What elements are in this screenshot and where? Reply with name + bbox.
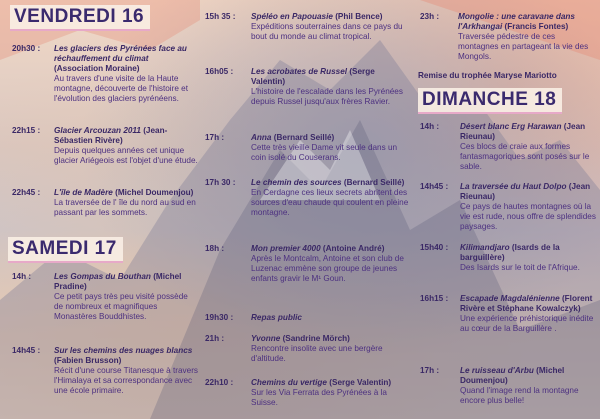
- event-author: (Michel Doumenjou): [460, 366, 565, 385]
- event-author: (Antoine André): [322, 244, 385, 253]
- event-time: 17h :: [205, 133, 225, 142]
- event-time: 16h15 :: [420, 294, 449, 303]
- event-title: Le ruisseau d'Arbu: [460, 366, 534, 375]
- event-time: 14h45 :: [420, 182, 449, 191]
- event-time: 14h45 :: [12, 346, 41, 355]
- event-description: L'histoire de l'escalade dans les Pyrénées depuis Russel jusqu'aux frères Ravier.: [251, 87, 403, 106]
- event-description: Récit d'une course Titanesque à travers l'Himalaya et sa correspondance avec une école primaire.: [54, 366, 199, 395]
- event-author: (Florent Rivère et Stéphane Kowalczyk): [460, 294, 593, 313]
- event-description: Cette très vieille Dame vit seule dans un coin isolé du Couserans.: [251, 143, 398, 162]
- event-time: 23h :: [420, 12, 440, 21]
- trophy-ceremony: Remise du trophée Maryse Mariotto: [418, 71, 557, 80]
- event-author: (Jean Rieunau): [460, 182, 591, 201]
- event-description: En Cerdagne ces lieux secrets abritent des sources d'eau chaude qui coulent en pleine montagne.: [251, 188, 409, 217]
- event-title: Les acrobates de Russel: [251, 67, 348, 76]
- event-author: (Bernard Seillé): [343, 178, 405, 187]
- event-description: Des Isards sur le toit de l'Afrique.: [460, 263, 580, 272]
- event-description: Ces blocs de craie aux formes fantasmagoriques sont posés sur le sable.: [460, 142, 590, 171]
- event-time: 15h40 :: [420, 243, 449, 252]
- event-title: Les glaciers des Pyrénées face au réchauffement du climat: [54, 44, 187, 63]
- event-title: Sur les chemins des nuages blancs: [54, 346, 193, 355]
- event-time: 19h30 :: [205, 313, 234, 322]
- event-author: (Jean Rieunau): [460, 122, 586, 141]
- event-time: 14h :: [420, 122, 440, 131]
- event-title: Escapade Magdalénienne: [460, 294, 560, 303]
- event-time: 17h 30 :: [205, 178, 236, 187]
- event-title: Anna: [251, 133, 272, 142]
- event-title: Kilimandjaro: [460, 243, 510, 252]
- event-author: (Sandrine Mörch): [282, 334, 350, 343]
- event-title: Spéléo en Papouasie: [251, 12, 333, 21]
- event-author: (Bernard Seillé): [273, 133, 335, 142]
- event-author: (Association Moraine): [54, 64, 140, 73]
- event-description: Ce pays de hautes montagnes où la vie est rude, nous offre de splendides paysages.: [460, 202, 596, 231]
- event-title: Mon premier 4000: [251, 244, 321, 253]
- event-author: (Serge Valentin): [329, 378, 392, 387]
- event-description: La traversée de l' île du nord au sud en passant par les sommets.: [54, 198, 196, 217]
- event-title: Repas public: [251, 313, 302, 322]
- event-title: Les Gompas du Bouthan: [54, 272, 151, 281]
- event-time: 14h :: [12, 272, 32, 281]
- event-description: Au travers d'une visite de la Haute montagne, découverte de l'histoire et l'évolution des glaciers pyrénéens.: [54, 74, 189, 103]
- event-description: Rencontre insolite avec une bergère d'altitude.: [251, 344, 383, 363]
- event-description: Ce petit pays très peu visité possède de nombreux et magnifiques Monastères Bouddhistes.: [54, 292, 188, 321]
- event-title: L'île de Madère: [54, 188, 113, 197]
- event-time: 17h :: [420, 366, 440, 375]
- event-author: (Francis Fontes): [504, 22, 569, 31]
- event-title: Mongolie : une caravane dans l'Arkhangai: [458, 12, 575, 31]
- event-author: (Serge Valentin): [251, 67, 375, 86]
- event-author: (Phil Bence): [335, 12, 383, 21]
- event-title: Yvonne: [251, 334, 281, 343]
- event-description: Une expérience préhistorique inédite au cœur de la Barguillère .: [460, 314, 594, 333]
- event-time: 15h 35 :: [205, 12, 236, 21]
- day-header-vendredi: VENDREDI 16: [10, 5, 150, 31]
- event-time: 16h05 :: [205, 67, 234, 76]
- event-title: Chemins du vertige: [251, 378, 327, 387]
- event-time: 18h :: [205, 244, 225, 253]
- event-description: Expéditions souterraines dans ce pays du bout du monde au climat tropical.: [251, 22, 403, 41]
- event-description: Après le Montcalm, Antoine et son club de Luzenac emmène son groupe de jeunes enfants gravir le M¹ Goun.: [251, 254, 404, 283]
- event-title: Glacier Arcouzan 2011: [54, 126, 141, 135]
- event-title: Le chemin des sources: [251, 178, 342, 187]
- event-time: 20h30 :: [12, 44, 41, 53]
- event-description: Depuis quelques années cet unique glacier Ariégeois est l'objet d'une étude.: [54, 146, 198, 165]
- event-author: (Isards de la barguillère): [460, 243, 560, 262]
- event-time: 22h15 :: [12, 126, 41, 135]
- event-time: 22h45 :: [12, 188, 41, 197]
- event-author: (Michel Pradine): [54, 272, 182, 291]
- event-time: 22h10 :: [205, 378, 234, 387]
- event-description: Quand l'image rend la montagne encore plus belle!: [460, 386, 579, 405]
- event-author: (Fabien Brusson): [54, 356, 122, 365]
- event-title: La traversée du Haut Dolpo: [460, 182, 567, 191]
- event-description: Sur les Via Ferrata des Pyrénées à la Suisse.: [251, 388, 387, 407]
- day-header-dimanche: DIMANCHE 18: [418, 88, 562, 114]
- event-title: Désert blanc Erg Harawan: [460, 122, 562, 131]
- day-header-samedi: SAMEDI 17: [8, 237, 123, 263]
- event-author: (Jean-Sébastien Rivère): [54, 126, 168, 145]
- event-time: 21h :: [205, 334, 225, 343]
- event-author: (Michel Doumenjou): [115, 188, 194, 197]
- event-description: Traversée pédestre de ces montagnes en partageant la vie des Mongols.: [458, 32, 589, 61]
